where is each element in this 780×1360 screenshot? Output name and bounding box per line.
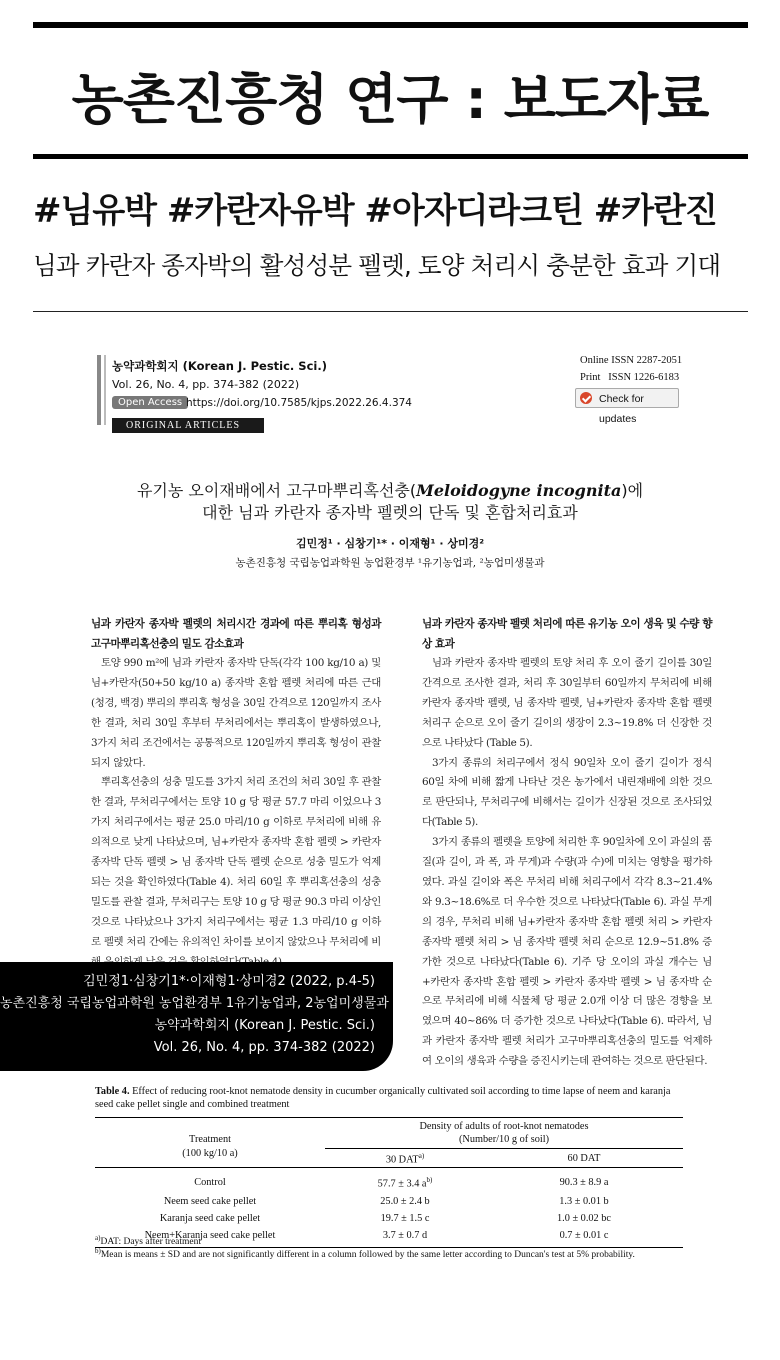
cell-treatment: Neem seed cake pellet	[163, 1195, 257, 1207]
affiliation: 농촌진흥청 국립농업과학원 농업환경부 ¹유기농업과, ²농업미생물과	[235, 557, 545, 569]
header-density-label: Density of adults of root-knot nematodes	[419, 1121, 589, 1132]
left-section-heading: 님과 카란자 종자박 펠렛의 처리시간 경과에 따른 뿌리혹 형성과 고구마뿌리혹선충의 밀도 감소효과	[91, 618, 381, 650]
cell-30dat	[325, 1227, 485, 1248]
header-treatment-label: Treatment	[189, 1133, 231, 1145]
cell-30dat-value: 57.7 ± 3.4 a	[377, 1178, 427, 1190]
subtitle-rule	[33, 311, 748, 312]
paragraph: 3가지 종류의 처리구에서 정식 90일차 오이 줄기 길이가 정식 60일 차에 비해 짧게 나타난 것은 농가에서 내린재배에 의한 것으로 판단되나, 무처리구에 비해서는 길이가 신장된 것으로 조사되었다(Table 5).	[422, 756, 712, 829]
cell-60dat: 1.0 ± 0.02 bc	[557, 1212, 611, 1224]
header-30dat	[325, 1149, 485, 1168]
cell-60dat: 90.3 ± 8.9 a	[485, 1168, 683, 1193]
table-4	[95, 1117, 683, 1248]
citation-affiliation: 농촌진흥청 국립농업과학원 농업환경부 1유기농업과, 2농업미생물과	[0, 996, 389, 1011]
doi-link[interactable]: https://doi.org/10.7585/kjps.2022.26.4.374	[186, 397, 412, 409]
issn-online: Online ISSN 2287-2051	[580, 355, 683, 366]
issn-print: Print ISSN 1226-6183	[580, 372, 680, 383]
footnote-a-mark: a)	[95, 1234, 101, 1242]
footnote-b	[95, 1247, 635, 1260]
paragraph: 토양 990 m²에 님과 카란자 종자박 단독(각각 100 kg/10 a) 및 님+카란자(50+50 kg/10 a) 종자박 혼합 펠렛 처리에 따른 근대(청경, 백경) 뿌리의 뿌리혹 형성을 30일 간격으로 120일까지 조사한 결과, 처리 30일 후부터 무처리에서는 뿌리혹이 발생하였으나, 3가지 처리 조건에서는 공통적으로 120일까지 뿌리혹 형성이 관찰되지 않았다.	[91, 657, 381, 769]
header-30dat-sup: a)	[418, 1152, 425, 1160]
table-caption	[95, 1085, 685, 1111]
check-for-updates-button[interactable]	[575, 388, 679, 425]
journal-bar-decoration	[97, 355, 101, 425]
header-treatment-unit: (100 kg/10 a)	[182, 1147, 238, 1159]
subtitle: 님과 카란자 종자박의 활성성분 펠렛, 토양 처리시 충분한 효과 기대	[33, 251, 721, 280]
left-column	[91, 614, 381, 973]
top-rule-thick	[33, 22, 748, 28]
header-60dat: 60 DAT	[567, 1152, 601, 1164]
cell-30dat	[325, 1210, 485, 1227]
paragraph: 3가지 종류의 펠렛을 토양에 처리한 후 90일차에 오이 과실의 품질(과 길이, 과 폭, 과 무게)과 수량(과 수)에 미치는 영향을 평가하였다. 과실 길이와 폭은 무처리 비해 처리구에서 각각 8.3~21.4%와 9.3~18.6%로 더 우수한 것으로 나타났다(Table 6). 과실 무게의 경우, 무처리 비해 님+카란자 종자박 혼합 펠렛 처리 > 카란자 종자박 펠렛 처리 > 님 종자박 펠렛 처리 순으로 12.9~51.8% 증가한 것으로 나타났다(Table 6). 기주 당 오이의 과실 개수는 님+카란자 종자박 혼합 펠렛 > 카란자 종자박 펠렛 > 님 종자박 순으로 무처리에 비해 식물체 당 평균 2.0개 이상 더 많은 경향을 보였으며 40~86% 더 증가한 것으로 나타났다(Table 6). 따라서, 님과 카란자 종자박 펠렛 처리가 고구마뿌리혹선충의 밀도를 억제하여 오이의 생육과 수량을 증진시키는데 관여하는 것으로 판단된다.	[422, 836, 712, 1068]
citation-box	[0, 962, 393, 1071]
table-caption-text: Effect of reducing root-knot nematode density in cucumber organically cultivated soil according to time lapse of neem and karanja seed cake pellet single and combined treatment	[95, 1086, 671, 1110]
footnote-a	[95, 1234, 201, 1247]
cell-30dat-value: 3.7 ± 0.7 d	[382, 1229, 428, 1241]
table-row	[95, 1193, 683, 1210]
hashtags: #님유박 #카란자유박 #아자디라크틴 #카란진	[33, 191, 717, 231]
cell-treatment: Neem+Karanja seed cake pellet	[95, 1227, 325, 1248]
cell-30dat	[325, 1193, 485, 1210]
citation-authors: 김민정1·심창기1*·이재형1·상미경2 (2022, p.4-5)	[83, 974, 375, 989]
open-access-badge: Open Access	[112, 396, 188, 409]
section-label: ORIGINAL ARTICLES	[112, 418, 264, 433]
cell-60dat: 1.3 ± 0.01 b	[559, 1195, 609, 1207]
right-section-heading: 님과 카란자 종자박 펠렛 처리에 따른 유기농 오이 생육 및 수량 향상 효과	[422, 618, 712, 650]
journal-bar-decoration-2	[104, 355, 106, 425]
cell-30dat-value: 19.7 ± 1.5 c	[380, 1212, 430, 1224]
table-label: Table 4.	[95, 1086, 130, 1097]
check-updates-label: Check for updates	[599, 393, 644, 425]
paragraph: 뿌리혹선충의 성충 밀도를 3가지 처리 조건의 처리 30일 후 관찰한 결과, 무처리구에서는 토양 10 g 당 평균 57.7 마리 이었으나 3가지 처리구에서는 평균 25.0 마리/10 g 이하로 무처리에 비해 유의적으로 낮게 나타났으며, 님+카란자 종자박 혼합 펠렛 > 카란자 종자박 단독 펠렛 > 님 종자박 단독 펠렛 순으로 성충 밀도가 억제되는 것을 확인하였다(Table 4). 처리 60일 후 뿌리혹선충의 성충 밀도를 관찰 결과, 무처리구는 토양 10 g 당 평균 90.3 마리 이상인 것으로 나타났으나 3가지 처리구에서는 평균 1.3 마리/10 g 이하로 펠렛 처리 간에는 유의적인 차이를 보이지 않았으나 무처리에 비	[91, 776, 381, 948]
journal-volume: Vol. 26, No. 4, pp. 374-382 (2022)	[112, 378, 300, 391]
cell-treatment: Control	[95, 1168, 325, 1193]
paper-title-line1	[0, 478, 780, 501]
cell-30dat-value: 25.0 ± 2.4 b	[380, 1195, 430, 1207]
header-30dat-label: 30 DAT	[385, 1154, 419, 1166]
check-updates-icon	[580, 392, 592, 404]
header-density-unit: (Number/10 g of soil)	[458, 1134, 550, 1145]
citation-journal: 농약과학회지 (Korean J. Pestic. Sci.)	[154, 1018, 375, 1033]
species-name: Meloidogyne incognita	[416, 481, 622, 500]
paragraph: 님과 카란자 종자박 펠렛의 토양 처리 후 오이 줄기 길이를 30일 간격으로 조사한 결과, 처리 후 30일부터 60일까지 무처리에 비해 카란자 종자박 펠렛, 님 종자박 펠렛, 님+카란자 종자박 혼합 펠렛 처리구 순으로 오이 줄기 길이의 생장이 2.3~19.8% 더 신장한 것으로 나타났다 (Table 5).	[422, 657, 712, 749]
right-column	[422, 614, 712, 1072]
paper-title-line2: 대한 님과 카란자 종자박 펠렛의 단독 및 혼합처리효과	[202, 503, 578, 522]
header-treatment	[95, 1118, 325, 1168]
cell-30dat	[325, 1168, 485, 1193]
footnote-b-text: Mean is means ± SD and are not significantly different in a column followed by the same letter according to Duncan's test at 5% probability.	[100, 1250, 635, 1261]
header-density	[325, 1118, 683, 1149]
citation-volume: Vol. 26, No. 4, pp. 374-382 (2022)	[153, 1040, 375, 1055]
cell-treatment: Karanja seed cake pellet	[159, 1212, 261, 1224]
paper-title-part: )에	[621, 481, 644, 500]
table-row	[95, 1210, 683, 1227]
table-row	[95, 1168, 683, 1193]
cell-60dat: 0.7 ± 0.01 c	[485, 1227, 683, 1248]
footnote-a-text: DAT: Days after treatment	[100, 1237, 202, 1248]
journal-name: 농약과학회지 (Korean J. Pestic. Sci.)	[112, 359, 327, 373]
paper-title-part: 유기농 오이재배에서 고구마뿌리혹선충(	[136, 481, 417, 500]
cell-30dat-sup: b)	[426, 1176, 433, 1185]
page-title: 농촌진흥청 연구 : 보도자료	[71, 68, 709, 131]
authors: 김민정¹ · 심창기¹* · 이재형¹ · 상미경²	[295, 537, 485, 550]
banner-rule	[33, 154, 748, 159]
footnote-b-mark: b)	[95, 1247, 101, 1255]
